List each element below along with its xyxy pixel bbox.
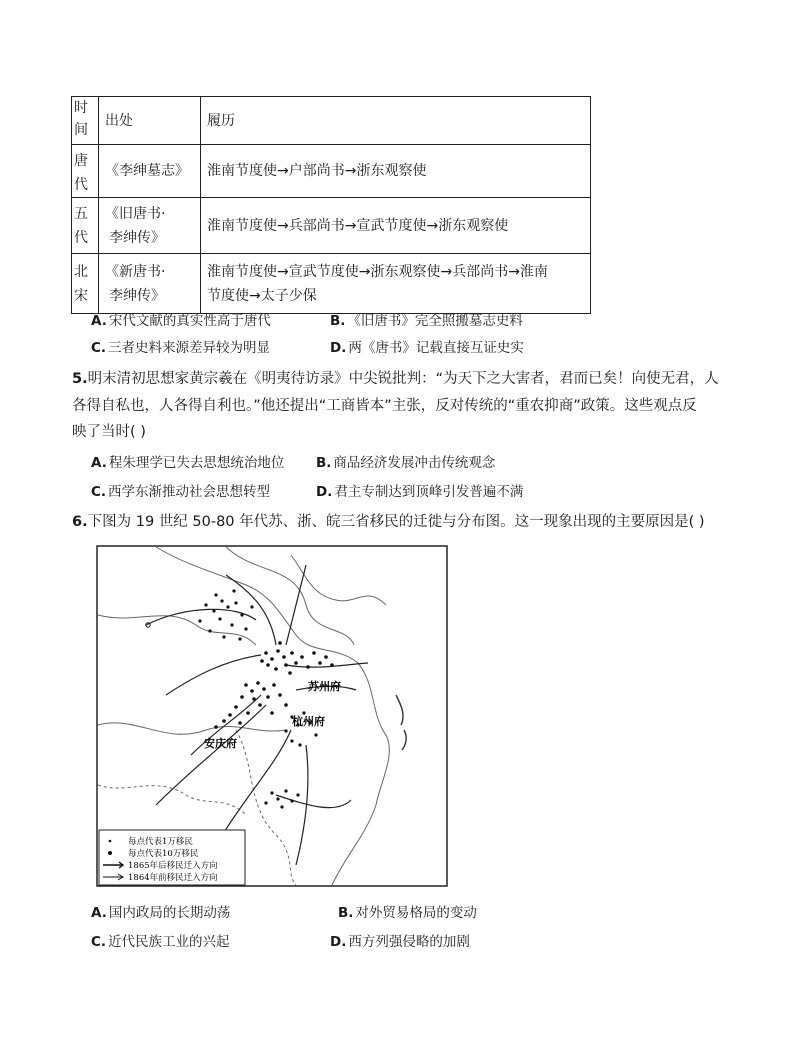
option-letter: A.	[91, 905, 107, 921]
row-period: 五代	[72, 198, 99, 254]
legend-item: 每点代表1万移民	[128, 837, 193, 847]
option-text: 对外贸易格局的变动	[355, 905, 477, 921]
history-line: 淮南节度使→户部尚书→浙东观察使	[207, 163, 427, 179]
label-suzhou: 苏州府	[308, 680, 341, 693]
option-letter: C.	[91, 934, 107, 950]
option-letter: A.	[91, 455, 107, 471]
question-number: 5.	[72, 371, 88, 387]
option-text: 程朱理学已失去思想统治地位	[108, 455, 285, 471]
history-line: 节度使→太子少保	[207, 287, 317, 304]
row-history	[201, 254, 591, 314]
option-letter: C.	[91, 340, 107, 356]
option-text: 三者史料来源差异较为明显	[108, 340, 271, 356]
header-period: 时间	[72, 97, 99, 145]
option-text: 宋代文献的真实性高于唐代	[108, 313, 271, 329]
option-letter: C.	[91, 484, 107, 500]
option-text: 两《唐书》记载直接互证史实	[348, 340, 524, 356]
migration-map	[96, 545, 448, 887]
option-letter: D.	[316, 484, 333, 500]
row-source	[99, 145, 201, 198]
map-legend	[99, 830, 245, 885]
history-line: 淮南节度使→兵部尚书→宣武节度使→浙东观察使	[207, 217, 509, 234]
q4-option-d[interactable]	[330, 338, 524, 358]
q4-option-c[interactable]	[91, 338, 270, 358]
legend-item: 每点代表10万移民	[128, 849, 199, 859]
option-text: 西学东渐推动社会思想转型	[108, 484, 271, 500]
question-number: 6.	[72, 514, 88, 530]
q6-option-d[interactable]	[330, 932, 470, 952]
source-line: 李绅传》	[109, 287, 165, 304]
row-history	[201, 198, 591, 254]
q4-option-a[interactable]	[91, 311, 271, 331]
option-text: 西方列强侵略的加剧	[348, 934, 470, 950]
row-period: 唐代	[72, 145, 99, 198]
q5-option-a[interactable]	[91, 453, 284, 473]
table-header-row	[72, 97, 591, 145]
option-text: 近代民族工业的兴起	[108, 934, 230, 950]
option-letter: B.	[338, 905, 354, 921]
q6-option-c[interactable]	[91, 932, 230, 952]
row-source	[99, 254, 201, 314]
source-table	[71, 96, 591, 314]
source-line: 李绅传》	[109, 229, 165, 246]
q4-option-b[interactable]	[330, 311, 523, 331]
stem-text: 明末清初思想家黄宗羲在《明夷待访录》中尖锐批判：“为天下之大害者，君而已矣！向使无君，人	[87, 371, 719, 387]
option-letter: B.	[330, 313, 346, 329]
table-row	[72, 145, 591, 198]
header-history: 履历	[201, 97, 591, 145]
q6-stem	[72, 511, 705, 533]
q5-stem-line1	[72, 368, 719, 390]
q5-stem-line2: 各得自私也，人各得自利也。”他还提出“工商皆本”主张，反对传统的“重农抑商”政策。这些观点反	[72, 398, 697, 414]
q5-option-b[interactable]	[316, 453, 495, 473]
source-line: 《李绅墓志》	[105, 163, 189, 179]
q5-option-d[interactable]	[316, 482, 523, 502]
option-text: 国内政局的长期动荡	[108, 905, 231, 921]
q6-option-a[interactable]	[91, 903, 230, 923]
row-history	[201, 145, 591, 198]
legend-dot-large	[108, 851, 112, 855]
q5-option-c[interactable]	[91, 482, 270, 502]
row-source	[99, 198, 201, 254]
history-line: 淮南节度使→宣武节度使→浙东观察使→兵部尚书→淮南	[207, 263, 548, 280]
source-line: 《旧唐书·	[105, 205, 166, 222]
legend-dot-small	[109, 840, 112, 843]
row-period: 北宋	[72, 254, 99, 314]
header-source: 出处	[99, 97, 201, 145]
stem-text: 下图为 19 世纪 50-80 年代苏、浙、皖三省移民的迁徙与分布图。这一现象出现的主要原因是( )	[87, 514, 705, 530]
q5-stem-line3: 映了当时( )	[72, 424, 146, 440]
legend-item: 1864年前移民迁入方向	[128, 873, 218, 883]
source-line: 《新唐书·	[105, 263, 166, 280]
legend-item: 1865年后移民迁入方向	[128, 861, 218, 871]
table-row	[72, 254, 591, 314]
table-row	[72, 198, 591, 254]
option-letter: B.	[316, 455, 332, 471]
option-text: 君主专制达到顶峰引发普遍不满	[334, 484, 524, 500]
label-hangzhou: 杭州府	[292, 715, 325, 728]
option-text: 《旧唐书》完全照搬墓志史料	[347, 313, 523, 329]
option-letter: A.	[91, 313, 107, 329]
label-anqing: 安庆府	[204, 737, 237, 750]
option-letter: D.	[330, 934, 347, 950]
q6-option-b[interactable]	[338, 903, 477, 923]
option-text: 商品经济发展冲击传统观念	[333, 455, 496, 471]
option-letter: D.	[330, 340, 347, 356]
